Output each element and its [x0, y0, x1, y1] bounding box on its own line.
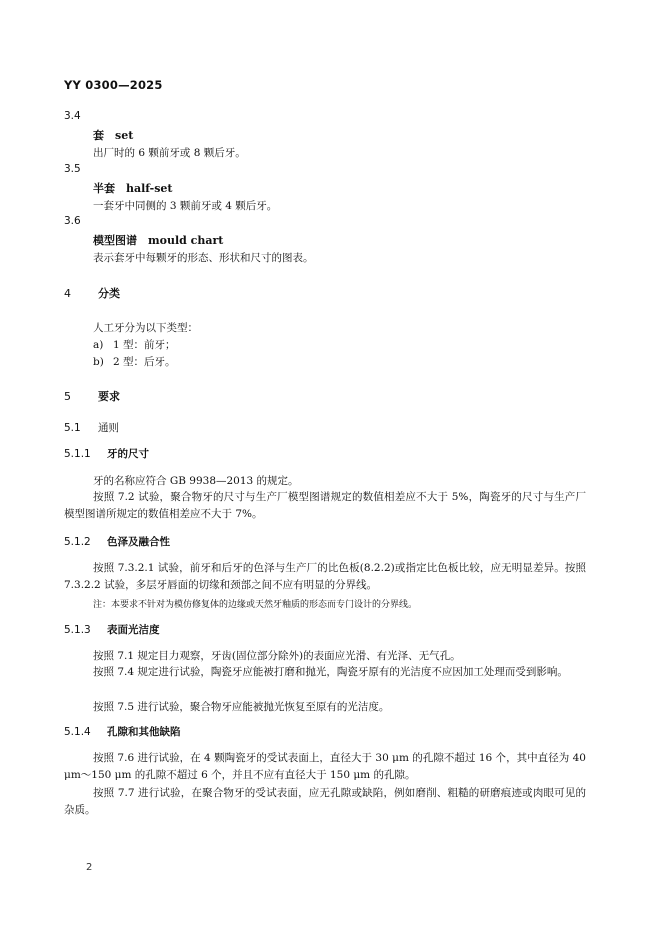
clause-number: 5.1.3: [64, 624, 91, 636]
subsection-heading-5-1: [64, 420, 119, 435]
subsection-title: 通则: [98, 422, 119, 434]
clause-number: 5.1.4: [64, 726, 91, 738]
term-number: 3.5: [64, 163, 81, 175]
classification-intro: 人工牙分为以下类型：: [93, 322, 198, 334]
clause-heading-5-1-4: [64, 724, 181, 739]
list-item-label: a): [93, 339, 104, 351]
list-item: [93, 337, 176, 352]
term-number: 3.6: [64, 215, 81, 227]
section-title: 分类: [98, 287, 120, 300]
clause-number: 5.1.1: [64, 448, 91, 460]
term-name: 模型图谱 mould chart: [93, 234, 224, 247]
document-id-header: YY 0300—2025: [64, 78, 163, 92]
paragraph: 按照 7.5 进行试验，聚合物牙应能被抛光恢复至原有的光洁度。: [93, 701, 390, 713]
paragraph: 按照 7.4 规定进行试验，陶瓷牙应能被打磨和抛光，陶瓷牙原有的光洁度不应因加工处理而受到影响。: [93, 666, 568, 678]
paragraph: 按照 7.1 规定目力观察，牙齿(固位部分除外)的表面应光滑、有光泽、无气孔。: [93, 650, 461, 662]
list-item-text: 1 型：前牙；: [113, 339, 176, 351]
note: 注：本要求不针对为模仿修复体的边缘或天然牙釉质的形态而专门设计的分界线。: [93, 600, 418, 610]
paragraph: 按照 7.3.2.1 试验，前牙和后牙的色泽与生产厂的比色板(8.2.2)或指定比色板比较，应无明显差异。按照 7.3.2.2 试验，多层牙唇面的切缘和颈部之间不应有明显的分界线。: [64, 562, 586, 591]
section-number: 5: [64, 390, 71, 403]
clause-title: 孔隙和其他缺陷: [107, 726, 181, 738]
clause-title: 表面光洁度: [107, 624, 160, 636]
term-name: 套 set: [93, 129, 134, 142]
list-item-text: 2 型：后牙。: [113, 356, 176, 368]
clause-title: 牙的尺寸: [107, 448, 149, 460]
page-number: 2: [86, 862, 93, 873]
subsection-number: 5.1: [64, 422, 81, 434]
clause-number: 5.1.2: [64, 536, 91, 548]
term-definition: 出厂时的 6 颗前牙或 8 颗后牙。: [93, 147, 246, 159]
clause-heading-5-1-1: [64, 446, 149, 461]
section-heading-4: [64, 285, 120, 301]
paragraph: 按照 7.2 试验，聚合物牙的尺寸与生产厂模型图谱规定的数值相差应不大于 5%，陶瓷牙的尺寸与生产厂模型图谱所规定的数值相差应不大于 7%。: [64, 491, 586, 520]
list-item-label: b): [93, 356, 104, 368]
term-name: 半套 half-set: [93, 182, 173, 195]
section-title: 要求: [98, 390, 120, 403]
term-definition: 表示套牙中每颗牙的形态、形状和尺寸的图表。: [93, 252, 314, 264]
paragraph: 按照 7.6 进行试验，在 4 颗陶瓷牙的受试表面上，直径大于 30 μm 的孔隙不超过 16 个，其中直径为 40 μm～150 μm 的孔隙不超过 6 个，并且不应有直径大于 150 μm 的孔隙。: [64, 752, 586, 781]
section-heading-5: [64, 388, 120, 404]
clause-heading-5-1-2: [64, 534, 170, 549]
clause-heading-5-1-3: [64, 622, 160, 637]
section-number: 4: [64, 287, 71, 300]
list-item: [93, 354, 176, 369]
paragraph: 牙的名称应符合 GB 9938—2013 的规定。: [93, 475, 299, 487]
clause-title: 色泽及融合性: [107, 536, 170, 548]
term-number: 3.4: [64, 110, 81, 122]
term-definition: 一套牙中同侧的 3 颗前牙或 4 颗后牙。: [93, 200, 278, 212]
paragraph: 按照 7.7 进行试验，在聚合物牙的受试表面，应无孔隙或缺陷，例如磨削、粗糙的研磨痕迹或肉眼可见的杂质。: [64, 787, 586, 816]
